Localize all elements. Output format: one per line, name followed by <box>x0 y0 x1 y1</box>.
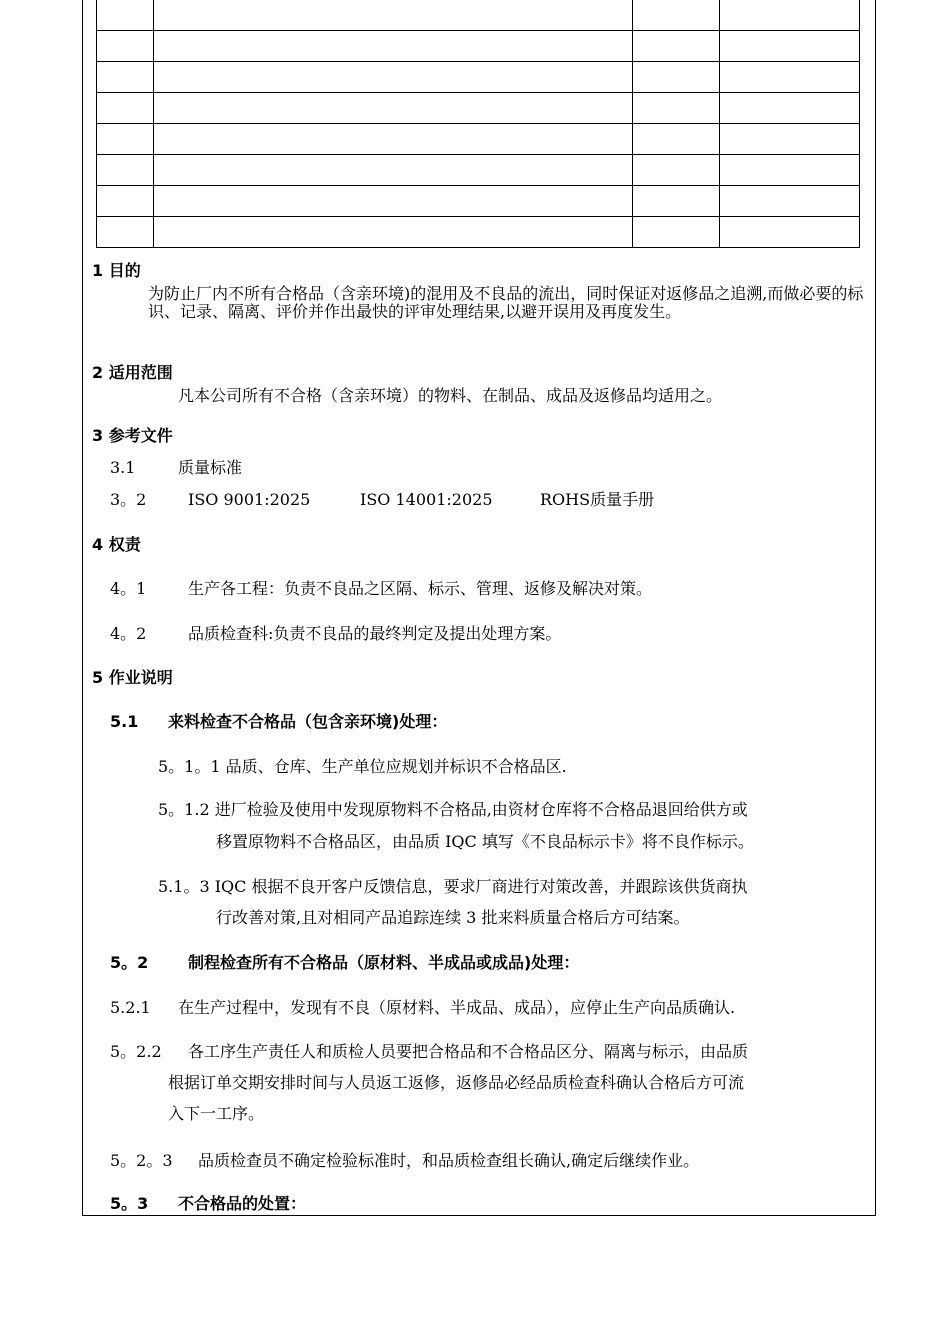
ref-item-2-rohs: ROHS质量手册 <box>540 490 655 509</box>
s51-title: 来料检查不合格品（包含亲环境)处理： <box>168 712 448 731</box>
ref-item-1-text: 质量标准 <box>178 458 243 477</box>
table-row <box>97 217 860 248</box>
ref-item-2-iso14001: ISO 14001:2025 <box>360 490 493 509</box>
s521-number: 5.2.1 <box>110 998 151 1017</box>
table-cell <box>97 93 154 124</box>
table-row <box>97 124 860 155</box>
table-cell <box>153 217 632 248</box>
s522-line-3: 入下一工序。 <box>168 1104 265 1123</box>
s521-text: 在生产过程中，发现有不良（原材料、半成品、成品），应停止生产向品质确认. <box>178 998 736 1017</box>
s522-line-2: 根据订单交期安排时间与人员返工返修，返修品必经品质检查科确认合格后方可流 <box>168 1073 745 1092</box>
s52-title: 制程检查所有不合格品（原材料、半成品或成品)处理： <box>188 953 580 972</box>
section-1-body: 为防止厂内不所有合格品（含亲环境)的混用及不良品的流出，同时保证对返修品之追溯,而做必要的标识、记录、隔离、评价并作出最快的评审处理结果,以避开误用及再度发生。 <box>148 284 864 321</box>
table-cell <box>153 0 632 31</box>
table-cell <box>153 93 632 124</box>
table-row <box>97 62 860 93</box>
s523-number: 5。2。3 <box>110 1151 173 1170</box>
table-row <box>97 93 860 124</box>
s523-text: 品质检查员不确定检验标准时，和品质检查组长确认,确定后继续作业。 <box>198 1151 700 1170</box>
table-cell <box>153 186 632 217</box>
table-cell <box>97 0 154 31</box>
duty-item-2-text: 品质检查科:负责不良品的最终判定及提出处理方案。 <box>188 624 562 643</box>
duty-item-1-number: 4。1 <box>110 579 147 598</box>
table-row <box>97 186 860 217</box>
table-cell <box>633 0 720 31</box>
table-cell <box>720 124 860 155</box>
table-row <box>97 0 860 31</box>
section-4-heading: 4 权责 <box>92 535 141 554</box>
table-cell <box>97 155 154 186</box>
table-cell <box>633 31 720 62</box>
table-cell <box>720 93 860 124</box>
s513-line-2: 行改善对策,且对相同产品追踪连续 3 批来料质量合格后方可结案。 <box>216 908 690 927</box>
ref-item-1-number: 3.1 <box>110 458 136 477</box>
section-2-heading: 2 适用范围 <box>92 363 173 382</box>
table-cell <box>633 155 720 186</box>
section-2-body: 凡本公司所有不合格（含亲环境）的物料、在制品、成品及返修品均适用之。 <box>178 386 723 405</box>
table-cell <box>97 62 154 93</box>
s52-number: 5。2 <box>110 953 149 972</box>
table-cell <box>720 217 860 248</box>
ref-item-2-iso9001: ISO 9001:2025 <box>188 490 311 509</box>
s512-line-1: 5。1.2 进厂检验及使用中发现原物料不合格品,由资材仓库将不合格品退回给供方或 <box>158 800 748 819</box>
table-cell <box>97 124 154 155</box>
table-cell <box>633 62 720 93</box>
s511-text: 5。1。1 品质、仓库、生产单位应规划并标识不合格品区. <box>158 757 567 776</box>
table-cell <box>153 124 632 155</box>
s53-number: 5。3 <box>110 1194 149 1213</box>
table-row <box>97 31 860 62</box>
duty-item-2-number: 4。2 <box>110 624 147 643</box>
s51-number: 5.1 <box>110 712 139 731</box>
table-cell <box>720 155 860 186</box>
ref-item-2-number: 3。2 <box>110 490 147 509</box>
table-cell <box>633 217 720 248</box>
s513-line-1: 5.1。3 IQC 根据不良开客户反馈信息，要求厂商进行对策改善，并跟踪该供货商执 <box>158 877 748 896</box>
section-1-heading: 1 目的 <box>92 261 141 280</box>
table-cell <box>153 62 632 93</box>
table-cell <box>633 186 720 217</box>
table-cell <box>97 217 154 248</box>
duty-item-1-text: 生产各工程：负责不良品之区隔、标示、管理、返修及解决对策。 <box>188 579 653 598</box>
s522-number: 5。2.2 <box>110 1042 162 1061</box>
table-cell <box>633 124 720 155</box>
table-cell <box>153 155 632 186</box>
table-row <box>97 155 860 186</box>
table-cell <box>97 31 154 62</box>
table-cell <box>720 31 860 62</box>
s512-line-2: 移置原物料不合格品区，由品质 IQC 填写《不良品标示卡》将不良作标示。 <box>216 832 754 851</box>
section-3-heading: 3 参考文件 <box>92 426 173 445</box>
s522-line-1: 各工序生产责任人和质检人员要把合格品和不合格品区分、隔离与标示，由品质 <box>188 1042 749 1061</box>
table-cell <box>633 93 720 124</box>
section-5-heading: 5 作业说明 <box>92 668 173 687</box>
table-cell <box>97 186 154 217</box>
table-cell <box>720 186 860 217</box>
table-cell <box>720 0 860 31</box>
table-cell <box>153 31 632 62</box>
table-cell <box>720 62 860 93</box>
revision-table <box>96 0 860 248</box>
s53-title: 不合格品的处置： <box>178 1194 307 1213</box>
